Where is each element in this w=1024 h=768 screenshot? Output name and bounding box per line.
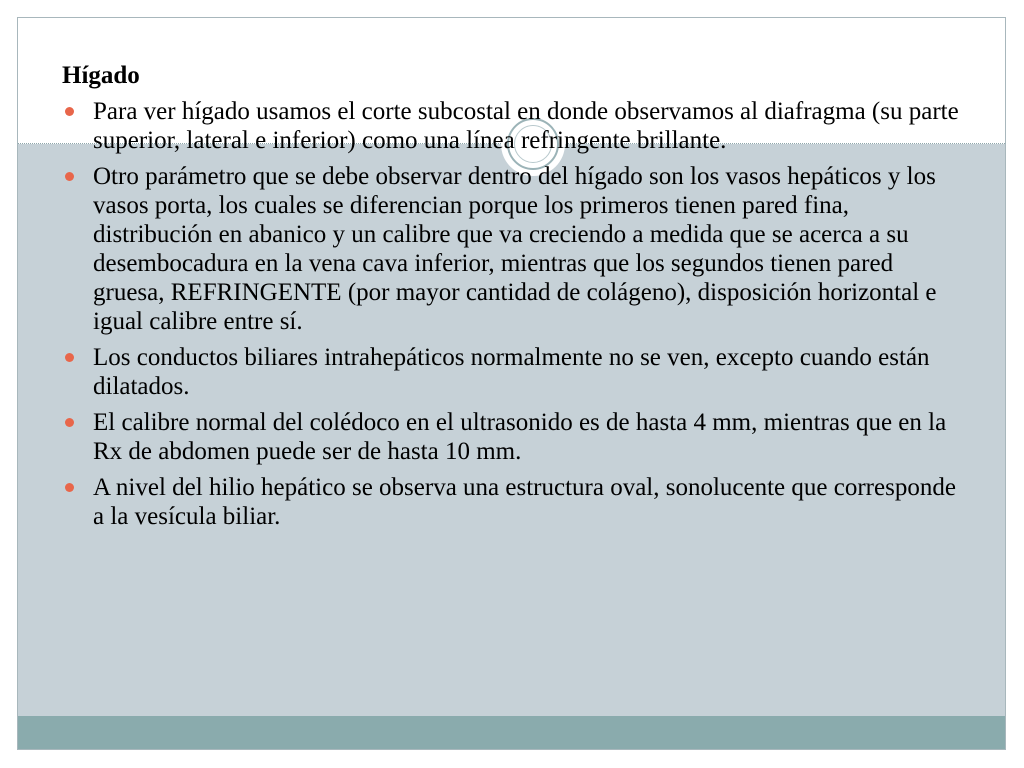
bullet-item (62, 162, 962, 336)
slide-content (62, 60, 962, 538)
bullet-item (62, 97, 962, 155)
bullet-text: Otro parámetro que se debe observar dentro del hígado son los vasos hepáticos y los vasos porta, los cuales se diferencian porque los primeros tienen pared fina, distribución en abanico y un calibre que va creciendo a medida que se acerca a su desembocadura en la vena cava inferior, mientras que los segundos tienen pared gruesa, REFRINGENTE (por mayor cantidad de colágeno), disposición horizontal e igual calibre entre sí. (93, 163, 937, 335)
bullet-text: A nivel del hilio hepático se observa una estructura oval, sonolucente que corresponde a la vesícula biliar. (93, 474, 956, 530)
footer-band (18, 716, 1005, 750)
bullet-text: Para ver hígado usamos el corte subcostal en donde observamos al diafragma (su parte superior, lateral e inferior) como una línea refringente brillante. (93, 98, 959, 154)
bullet-item (62, 408, 962, 466)
bullet-text: Los conductos biliares intrahepáticos normalmente no se ven, excepto cuando están dilatados. (93, 344, 930, 400)
bullet-dot-icon (65, 172, 74, 181)
bullet-dot-icon (65, 483, 74, 492)
bullet-item (62, 473, 962, 531)
bullet-dot-icon (65, 418, 74, 427)
bullet-list (62, 97, 962, 531)
bullet-item (62, 343, 962, 401)
bullet-dot-icon (65, 353, 74, 362)
bullet-dot-icon (65, 107, 74, 116)
slide-title: Hígado (62, 62, 140, 89)
bullet-text: El calibre normal del colédoco en el ultrasonido es de hasta 4 mm, mientras que en la Rx de abdomen puede ser de hasta 10 mm. (93, 409, 947, 465)
